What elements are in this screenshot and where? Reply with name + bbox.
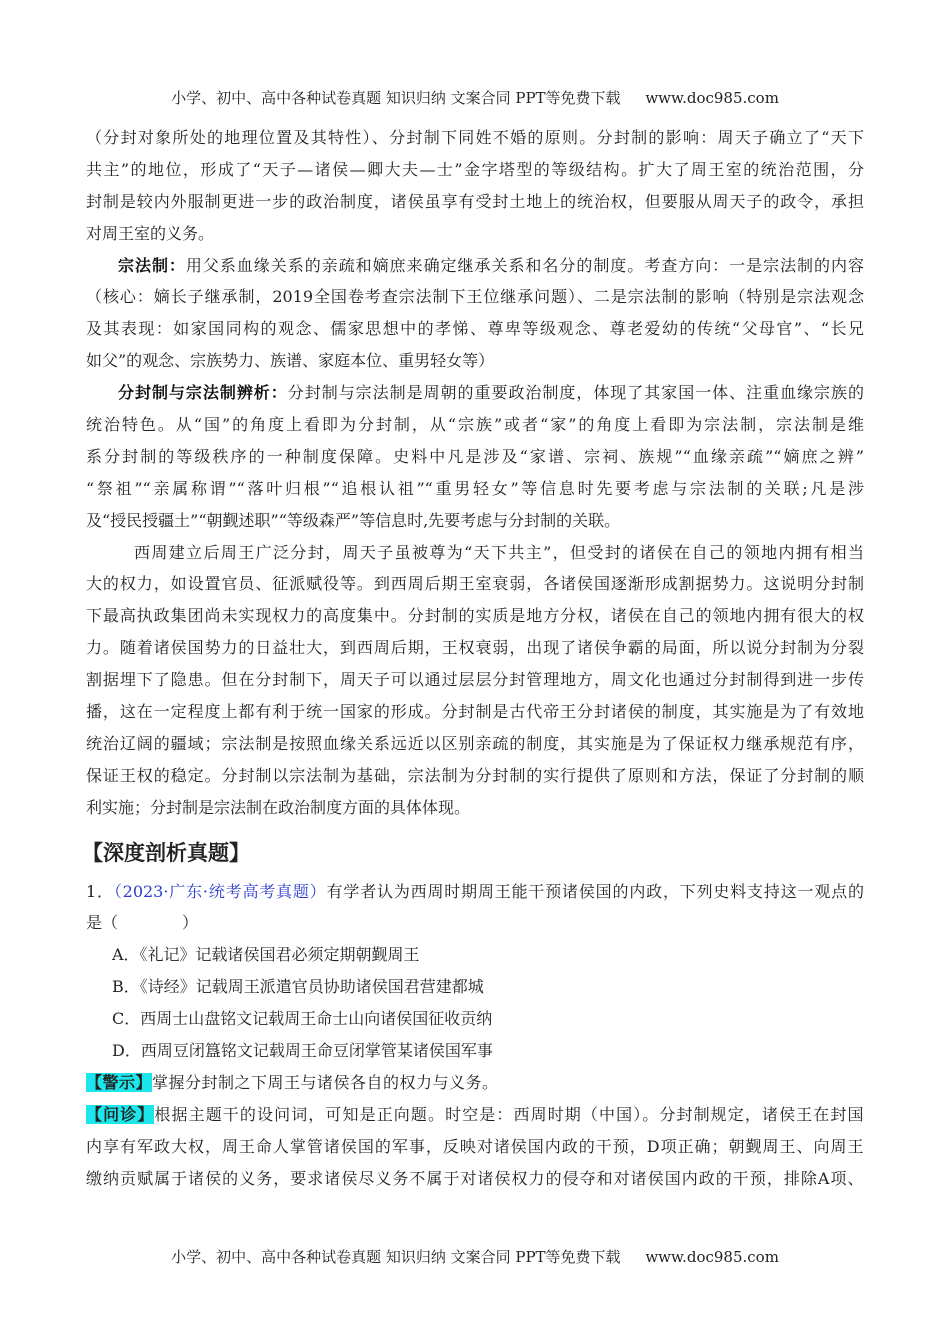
text-line: 系分封制的等级秩序的一种制度保障。史料中凡是涉及“家谱、宗祠、族规”“血缘亲疏”“嫡庶之辨”: [86, 446, 864, 466]
footer-text: 小学、初中、高中各种试卷真题 知识归纳 文案合同 PPT等免费下载: [171, 1248, 621, 1266]
text-line: 封制是较内外服制更进一步的政治制度，诸侯虽享有受封土地上的统治权，但要服从周天子的政令，承担: [86, 191, 864, 211]
text-line: 下最高执政集团尚未实现权力的高度集中。分封制的实质是地方分权，诸侯在自己的领地内拥有很大的权: [86, 606, 864, 626]
text-line: 如父”的观念、宗族势力、族谱、家庭本位、重男轻女等）: [86, 351, 495, 371]
question-1: [86, 876, 864, 1195]
question-source: （2023·广东·统考高考真题）: [113, 881, 327, 901]
text-line: 大的权力，如设置官员、征派赋役等。到西周后期王室衰弱，各诸侯国逐渐形成割据势力。这说明分封制: [86, 574, 864, 594]
diagnosis-line: 缴纳贡赋属于诸侯的义务，要求诸侯尽义务不属于对诸侯权力的侵夺和对诸侯国内政的干预，排除A项、: [86, 1168, 864, 1188]
text-line: 及“授民授疆土”“朝觐述职”“等级森严”等信息时,先要考虑与分封制的关联。: [86, 510, 621, 530]
text-line: 及其表现：如家国同构的观念、儒家思想中的孝悌、尊卑等级观念、尊老爱幼的传统“父母官”、“长兄: [86, 319, 864, 339]
paragraph: [86, 250, 864, 378]
text-line: （核心：嫡长子继承制，2019全国卷考查宗法制下王位继承问题）、二是宗法制的影响（特别是宗法观念: [86, 287, 864, 307]
text-line: 共主”的地位，形成了“天子—诸侯—卿大夫—士”金字塔型的等级结构。扩大了周王室的统治范围，分: [86, 159, 864, 179]
paragraph: [86, 377, 864, 536]
section-title: 【深度剖析真题】: [82, 839, 250, 865]
paragraph: [86, 122, 864, 250]
hint-tag: 【警示】: [86, 1072, 153, 1092]
document-body: [82, 122, 864, 1195]
diagnosis-line: 内享有军政大权，周王命人掌管诸侯国的军事，反映对诸侯国内政的干预，D项正确；朝觐周王、向周王: [86, 1136, 864, 1156]
hint-line: [86, 1067, 864, 1099]
page-header: [0, 87, 950, 108]
text-line: 统治辽阔的疆域；宗法制是按照血缘关系远近以区别亲疏的制度，其实施是为了保证权力继承规范有序，: [86, 733, 864, 753]
text-line: 对周王室的义务。: [86, 223, 215, 243]
text-line: 统治特色。从“国”的角度上看即为分封制，从“宗族”或者“家”的角度上看即为宗法制，宗法制是维: [86, 415, 864, 435]
footer-site: www.doc985.com: [645, 1248, 779, 1266]
line-text: 用父系血缘关系的亲疏和嫡庶来确定继承关系和名分的制度。考查方向：一是宗法制的内容: [185, 255, 864, 275]
paragraph-lead: 宗法制：: [118, 255, 186, 275]
paragraph-lead: 分封制与宗法制辨析：: [118, 383, 288, 403]
question-stem-line: [86, 876, 864, 908]
question-stem-line: 是（ ）: [86, 913, 199, 933]
text-line: 播，这在一定程度上都有利于统一国家的形成。分封制是古代帝王分封诸侯的制度，其实施是为了有效地: [86, 702, 864, 722]
header-site: www.doc985.com: [645, 89, 779, 107]
text-line: 利实施；分封制是宗法制在政治制度方面的具体体现。: [86, 797, 471, 817]
text-line: 割据埋下了隐患。但在分封制下，周天子可以通过层层分封管理地方，周文化也通过分封制得到进一步传: [86, 670, 864, 690]
answer-option-D: D．西周豆闭簋铭文记载周王命豆闭掌管某诸侯国军事: [112, 1041, 493, 1061]
text-line: 力。随着诸侯国势力的日益壮大，到西周后期，王权衰弱，出现了诸侯争霸的局面，所以说分封制为分裂: [86, 638, 864, 658]
diagnosis-text: 根据主题干的设问词，可知是正向题。时空是：西周时期（中国）。分封制规定，诸侯王在封国: [154, 1104, 864, 1124]
answer-option-C: C．西周士山盘铭文记载周王命士山向诸侯国征收贡纳: [112, 1009, 493, 1029]
question-number: 1．: [86, 881, 114, 901]
text-line: 西周建立后周王广泛分封，周天子虽被尊为“天下共主”，但受封的诸侯在自己的领地内拥有相当: [134, 542, 864, 562]
text-line: [86, 377, 864, 409]
diagnosis-tag: 【问诊】: [86, 1104, 155, 1124]
line-text: 分封制与宗法制是周朝的重要政治制度，体现了其家国一体、注重血缘宗族的: [287, 383, 864, 403]
diagnosis-line: [86, 1099, 864, 1131]
question-stem: 有学者认为西周时期周王能干预诸侯国的内政，下列史料支持这一观点的: [326, 881, 864, 901]
text-line: （分封对象所处的地理位置及其特性）、分封制下同姓不婚的原则。分封制的影响：周天子确立了“天下: [86, 128, 864, 147]
hint-text: 掌握分封制之下周王与诸侯各自的权力与义务。: [152, 1072, 499, 1092]
header-text: 小学、初中、高中各种试卷真题 知识归纳 文案合同 PPT等免费下载: [171, 89, 621, 107]
page-footer: [0, 1246, 950, 1267]
text-line: [86, 250, 864, 282]
answer-option-A: A．《礼记》记载诸侯国君必须定期朝觐周王: [112, 945, 420, 965]
paragraph: [86, 537, 864, 824]
text-line: “祭祖”“亲属称谓”“落叶归根”“追根认祖”“重男轻女”等信息时先要考虑与宗法制的关联;凡是涉: [86, 478, 864, 498]
text-line: 保证王权的稳定。分封制以宗法制为基础，宗法制为分封制的实行提供了原则和方法，保证了分封制的顺: [86, 765, 864, 785]
answer-option-B: B．《诗经》记载周王派遣官员协助诸侯国君营建都城: [112, 977, 484, 997]
